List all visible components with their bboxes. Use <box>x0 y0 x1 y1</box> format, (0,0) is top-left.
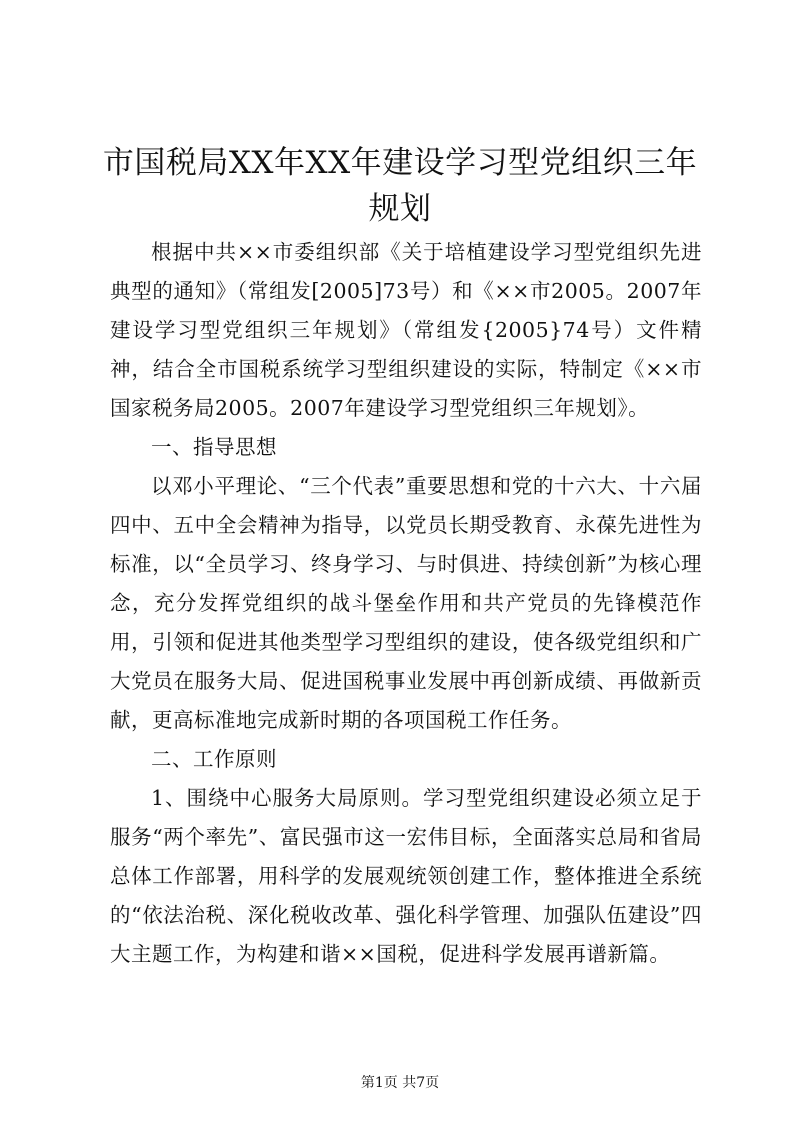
section-heading-work-principles: 二、工作原则 <box>151 747 277 771</box>
guiding-thought-paragraph: 以邓小平理论、“三个代表”重要思想和党的十六大、十六届四中、五中全会精神为指导，以党员长期受教育、永葆先进性为标准，以“全员学习、终身学习、与时俱进、持续创新”为核心理念，充分发挥党组织的战斗堡垒作用和共产党员的先锋模范作用，引领和促进其他类型学习型组织的建设，使各级党组织和广大党员在服务大局、促进国税事业发展中再创新成绩、再做新贡献，更高标准地完成新时期的各项国税工作任务。 <box>110 474 702 732</box>
page-number-footer: 第1页 共7页 <box>360 1075 440 1091</box>
intro-paragraph: 根据中共××市委组织部《关于培植建设学习型党组织先进典型的通知》（常组发[2005]73号）和《××市2005。2007年建设学习型党组织三年规划》（常组发{2005}74号）文件精神，结合全市国税系统学习型组织建设的实际，特制定《××市国家税务局2005。2007年建设学习型党组织三年规划》。 <box>110 240 702 420</box>
document-title: 市国税局XX年XX年建设学习型党组织三年规划 <box>102 145 698 227</box>
principle-1-paragraph: 1、围绕中心服务大局原则。学习型党组织建设必须立足于服务“两个率先”、富民强市这一宏伟目标，全面落实总局和省局总体工作部署，用科学的发展观统领创建工作，整体推进全系统的“依法治税、深化税收改革、强化科学管理、加强队伍建设”四大主题工作，为构建和谐××国税，促进科学发展再谱新篇。 <box>110 786 702 966</box>
document-body <box>110 233 702 974</box>
section-heading-guiding-thought: 一、指导思想 <box>151 435 277 459</box>
